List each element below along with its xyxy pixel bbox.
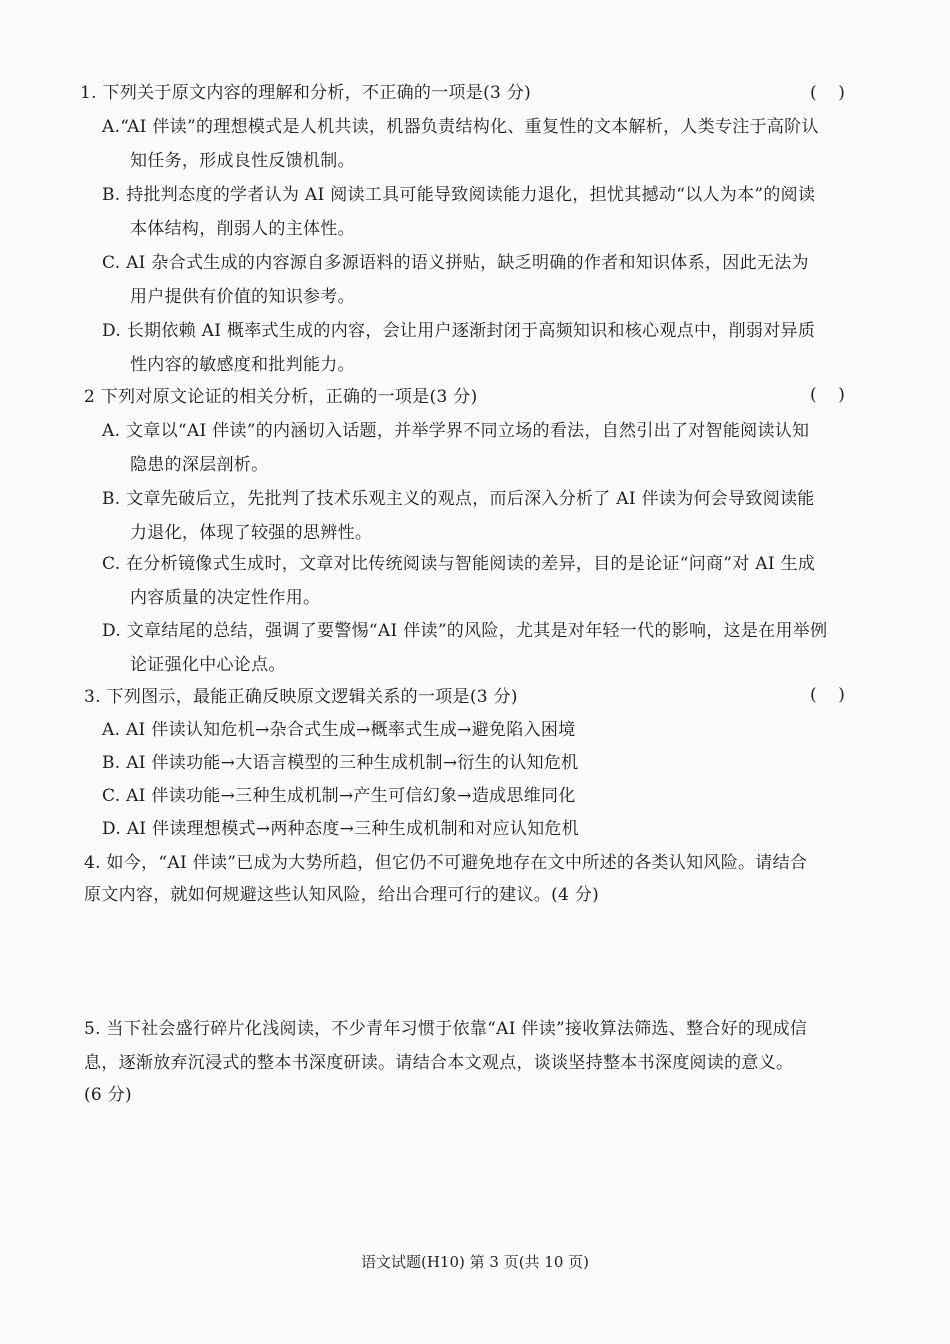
q2-option-d-line1: D. 文章结尾的总结，强调了要警惕“AI 伴读”的风险，尤其是对年轻一代的影响，这是在用举例 — [102, 621, 828, 641]
page-footer: 语文试题(H10) 第 3 页(共 10 页) — [360, 1253, 590, 1271]
q1-stem: 1. 下列关于原文内容的理解和分析，不正确的一项是(3 分) — [80, 83, 532, 103]
q2-option-a-line1: A. 文章以“AI 伴读”的内涵切入话题，并举学界不同立场的看法，自然引出了对智能阅读认知 — [102, 421, 810, 441]
q3-option-b: B. AI 伴读功能→大语言模型的三种生成机制→衍生的认知危机 — [102, 753, 579, 773]
q2-option-c-line2: 内容质量的决定性作用。 — [130, 588, 321, 608]
q2-option-a-line2: 隐患的深层剖析。 — [130, 455, 269, 475]
q1-option-d-line1: D. 长期依赖 AI 概率式生成的内容，会让用户逐渐封闭于高频知识和核心观点中，削弱对异质 — [102, 321, 816, 341]
q1-option-b-line1: B. 持批判态度的学者认为 AI 阅读工具可能导致阅读能力退化，担忧其撼动“以人为本”的阅读 — [102, 185, 816, 205]
q1-option-c-line1: C. AI 杂合式生成的内容源自多源语料的语义拼贴，缺乏明确的作者和知识体系，因此无法为 — [102, 253, 809, 273]
q2-option-b-line2: 力退化，体现了较强的思辨性。 — [130, 523, 373, 543]
q3-option-d: D. AI 伴读理想模式→两种态度→三种生成机制和对应认知危机 — [102, 819, 580, 839]
q4-stem-line2: 原文内容，就如何规避这些认知风险，给出合理可行的建议。(4 分) — [84, 885, 600, 905]
q4-stem-line1: 4. 如今，“AI 伴读”已成为大势所趋，但它仍不可避免地存在文中所述的各类认知风险。请结合 — [84, 853, 808, 873]
q3-option-a: A. AI 伴读认知危机→杂合式生成→概率式生成→避免陷入困境 — [102, 720, 576, 740]
q3-answer-blank: ( ) — [810, 685, 845, 705]
q2-answer-blank: ( ) — [810, 385, 845, 405]
q3-option-c: C. AI 伴读功能→三种生成机制→产生可信幻象→造成思维同化 — [102, 786, 576, 806]
q2-option-c-line1: C. 在分析镜像式生成时，文章对比传统阅读与智能阅读的差异，目的是论证“问商”对 AI 生成 — [102, 554, 816, 574]
q1-option-c-line2: 用户提供有价值的知识参考。 — [130, 287, 355, 307]
q1-option-d-line2: 性内容的敏感度和批判能力。 — [130, 355, 355, 375]
q5-stem-line3: (6 分) — [84, 1085, 132, 1105]
q2-option-b-line1: B. 文章先破后立，先批判了技术乐观主义的观点，而后深入分析了 AI 伴读为何会导致阅读能 — [102, 489, 815, 509]
q2-option-d-line2: 论证强化中心论点。 — [130, 655, 286, 675]
q3-stem: 3. 下列图示，最能正确反映原文逻辑关系的一项是(3 分) — [84, 687, 518, 707]
q1-option-a-line1: A.“AI 伴读”的理想模式是人机共读，机器负责结构化、重复性的文本解析，人类专注于高阶认 — [102, 117, 819, 137]
q1-option-b-line2: 本体结构，削弱人的主体性。 — [130, 219, 355, 239]
q2-stem: 2 下列对原文论证的相关分析，正确的一项是(3 分) — [84, 387, 478, 407]
q5-stem-line1: 5. 当下社会盛行碎片化浅阅读，不少青年习惯于依靠“AI 伴读”接收算法筛选、整合好的现成信 — [84, 1019, 808, 1039]
q1-option-a-line2: 知任务，形成良性反馈机制。 — [130, 151, 355, 171]
q1-answer-blank: ( ) — [810, 83, 845, 103]
q5-stem-line2: 息，逐渐放弃沉浸式的整本书深度研读。请结合本文观点，谈谈坚持整本书深度阅读的意义。 — [84, 1053, 794, 1073]
